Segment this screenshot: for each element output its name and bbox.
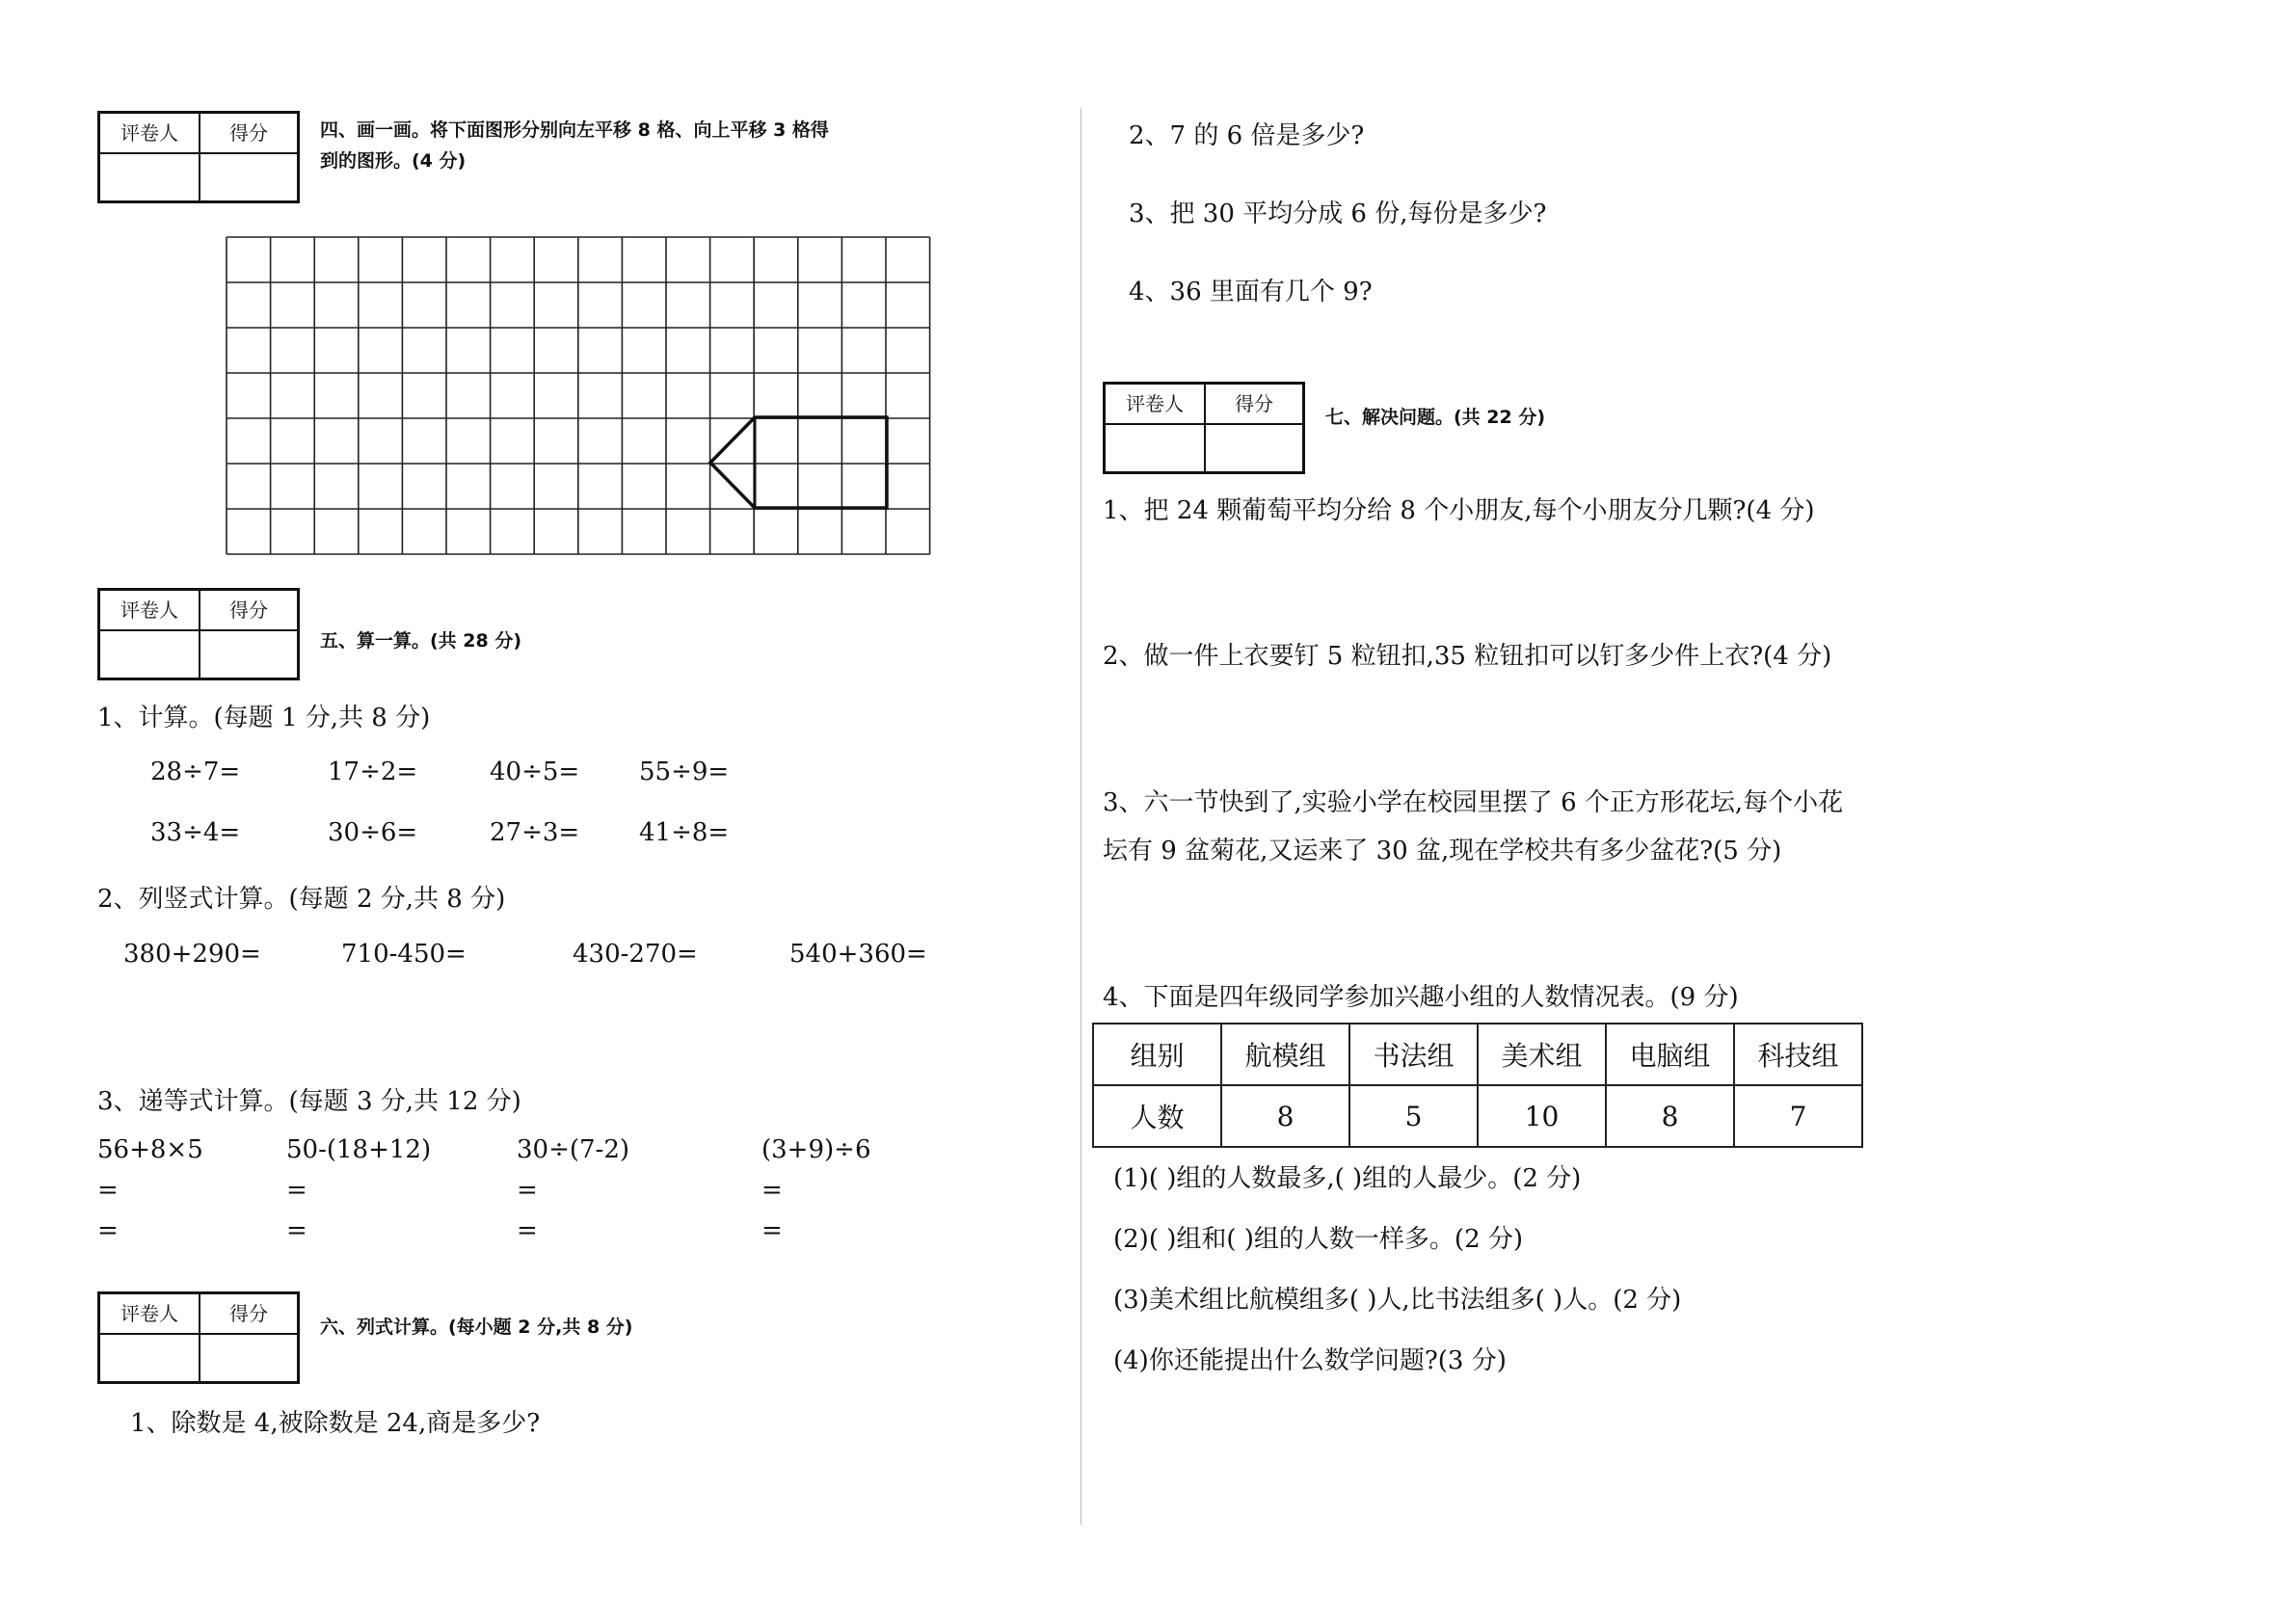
score-label: 得分 <box>200 114 297 154</box>
table-cell: 书法组 <box>1349 1024 1478 1085</box>
table-cell: 美术组 <box>1478 1024 1606 1085</box>
score-box-sec6 <box>97 1291 300 1384</box>
sec7-q4-title: 4、下面是四年级同学参加兴趣小组的人数情况表。(9 分) <box>1103 983 1739 1012</box>
sec6-q2: 2、7 的 6 倍是多少? <box>1129 121 1365 150</box>
sec5-q2-title: 2、列竖式计算。(每题 2 分,共 8 分) <box>97 885 506 914</box>
reviewer-field[interactable] <box>100 1335 200 1381</box>
score-box-sec5 <box>97 588 300 680</box>
score-field[interactable] <box>1206 425 1302 471</box>
score-field[interactable] <box>200 154 297 200</box>
stepwise-item: (3+9)÷6 <box>761 1135 871 1164</box>
vertical-calc-item: 710-450= <box>341 940 467 969</box>
vertical-calc-item: 540+360= <box>789 940 927 969</box>
sec7-q4-sub4: (4)你还能提出什么数学问题?(3 分) <box>1113 1346 1507 1375</box>
sec7-q4-sub3: (3)美术组比航模组多( )人,比书法组多( )人。(2 分) <box>1113 1286 1682 1315</box>
equals-sign: = <box>517 1176 538 1205</box>
equals-sign: = <box>761 1216 783 1245</box>
sec5-title: 五、算一算。(共 28 分) <box>320 630 522 652</box>
score-box-sec4 <box>97 111 300 203</box>
table-cell: 7 <box>1734 1085 1862 1147</box>
equals-sign: = <box>761 1176 783 1205</box>
sec5-q1-title: 1、计算。(每题 1 分,共 8 分) <box>97 704 431 732</box>
sec7-q3-line1: 3、六一节快到了,实验小学在校园里摆了 6 个正方形花坛,每个小花 <box>1103 788 1844 817</box>
table-cell: 10 <box>1478 1085 1606 1147</box>
table-cell: 电脑组 <box>1606 1024 1734 1085</box>
score-box-sec7 <box>1103 382 1305 474</box>
table-cell: 航模组 <box>1221 1024 1349 1085</box>
stepwise-item: 56+8×5 <box>97 1135 203 1164</box>
calc-item: 41÷8= <box>639 818 730 847</box>
stepwise-item: 50-(18+12) <box>286 1135 432 1164</box>
score-field[interactable] <box>200 631 297 678</box>
vertical-calc-item: 430-270= <box>573 940 698 969</box>
table-cell: 科技组 <box>1734 1024 1862 1085</box>
sec7-q4-sub1: (1)( )组的人数最多,( )组的人最少。(2 分) <box>1113 1164 1582 1193</box>
score-field[interactable] <box>200 1335 297 1381</box>
interest-group-table <box>1092 1023 1863 1148</box>
reviewer-field[interactable] <box>1106 425 1206 471</box>
calc-item: 40÷5= <box>490 758 580 786</box>
calc-item: 17÷2= <box>328 758 418 786</box>
table-row <box>1093 1024 1862 1085</box>
sec7-q1: 1、把 24 颗葡萄平均分给 8 个小朋友,每个小朋友分几颗?(4 分) <box>1103 496 1815 525</box>
sec7-q3-line2: 坛有 9 盆菊花,又运来了 30 盆,现在学校共有多少盆花?(5 分) <box>1103 837 1782 865</box>
equals-sign: = <box>286 1176 307 1205</box>
sec6-q1: 1、除数是 4,被除数是 24,商是多少? <box>130 1409 541 1438</box>
table-cell: 8 <box>1221 1085 1349 1147</box>
sec7-q4-sub2: (2)( )组和( )组的人数一样多。(2 分) <box>1113 1225 1524 1254</box>
reviewer-field[interactable] <box>100 154 200 200</box>
sec4-title-line1: 四、画一画。将下面图形分别向左平移 8 格、向上平移 3 格得 <box>320 120 829 141</box>
calc-item: 33÷4= <box>150 818 241 847</box>
equals-sign: = <box>97 1176 119 1205</box>
stepwise-item: 30÷(7-2) <box>517 1135 630 1164</box>
sec6-q3: 3、把 30 平均分成 6 份,每份是多少? <box>1129 200 1547 228</box>
reviewer-label: 评卷人 <box>1106 385 1206 425</box>
calc-item: 30÷6= <box>328 818 418 847</box>
table-cell: 人数 <box>1093 1085 1221 1147</box>
reviewer-label: 评卷人 <box>100 114 200 154</box>
score-label: 得分 <box>1206 385 1302 425</box>
sec5-q3-title: 3、递等式计算。(每题 3 分,共 12 分) <box>97 1087 521 1116</box>
calc-item: 55÷9= <box>639 758 730 786</box>
calc-item: 28÷7= <box>150 758 241 786</box>
calc-item: 27÷3= <box>490 818 580 847</box>
equals-sign: = <box>286 1216 307 1245</box>
score-label: 得分 <box>200 591 297 631</box>
sec7-title: 七、解决问题。(共 22 分) <box>1325 407 1546 428</box>
equals-sign: = <box>517 1216 538 1245</box>
sec7-q2: 2、做一件上衣要钉 5 粒钮扣,35 粒钮扣可以钉多少件上衣?(4 分) <box>1103 642 1832 671</box>
reviewer-label: 评卷人 <box>100 591 200 631</box>
translation-grid[interactable] <box>226 236 931 558</box>
sec6-title: 六、列式计算。(每小题 2 分,共 8 分) <box>320 1317 633 1338</box>
score-label: 得分 <box>200 1294 297 1335</box>
table-cell: 组别 <box>1093 1024 1221 1085</box>
table-cell: 5 <box>1349 1085 1478 1147</box>
table-row <box>1093 1085 1862 1147</box>
sec4-title-line2: 到的图形。(4 分) <box>320 150 467 172</box>
reviewer-field[interactable] <box>100 631 200 678</box>
sec6-q4: 4、36 里面有几个 9? <box>1129 278 1373 306</box>
reviewer-label: 评卷人 <box>100 1294 200 1335</box>
table-cell: 8 <box>1606 1085 1734 1147</box>
vertical-calc-item: 380+290= <box>123 940 261 969</box>
equals-sign: = <box>97 1216 119 1245</box>
